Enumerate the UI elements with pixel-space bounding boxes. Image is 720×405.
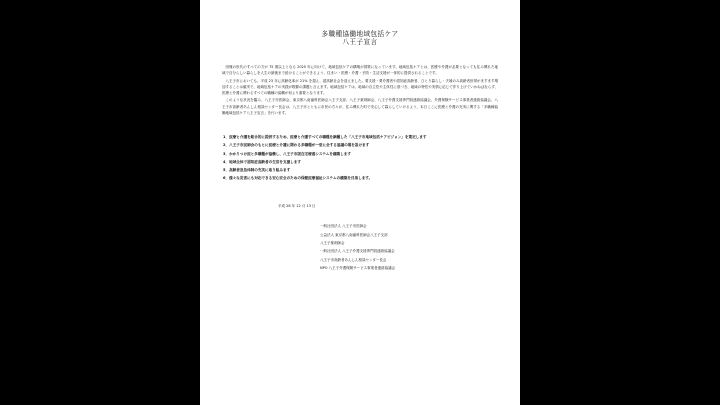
signatory-5: 八王子市高齢者あんしん相談センター長会 (320, 257, 387, 262)
page-title (222, 30, 498, 46)
paragraph-1: 団塊の世代のすべての方が 75 歳以上となる 2025 年に向けて、地域包括ケアの構築が国策になっています。地域包括ケアとは、医療や介護が必要となっても住み慣れた地域で自分らしい暮らしを人生の最後まで続けることができるよう、住まい・医療・介護・予防・生活支援が一体的に提供されることです。 (222, 65, 498, 76)
declaration-item-1: 1．医療と介護を総合的に提供するため、医療と介護すべての職種を網羅した「八王子市地域包括ケアビジョン」を策定します (223, 135, 427, 140)
declaration-date: 平成 26 年 12 月 13 日 (278, 204, 316, 209)
signatory-4: 一般社団法人 八王子介護支援専門員連絡協議会 (320, 249, 395, 254)
signatory-6: NPO 八王子介護保険サービス事業者連絡協議会 (320, 266, 396, 271)
paragraph-2: 八王子市においても、平成 23 年に高齢化率が 21% を超え、超高齢社会を迎えました。要支援・要介護者や認知症高齢者、ひとり暮らし・夫婦のみ高齢者世帯がますます増加することは確実で、地域包括ケアの実践が喫緊の課題と言えます。地域包括ケアは、地域の自主性や主体性に基づき、地域の特性や実情に応じて作り上げていかねばならず、医療と介護に関わるすべての職種の協働が何より重要となります。 (222, 78, 498, 96)
signatory-1: 一般社団法人 八王子市医師会 (320, 224, 367, 229)
signatory-2: 公益法人 東京都八南歯科医師会八王子支部 (320, 232, 388, 237)
title-line-2: 八王子宣言 (342, 38, 378, 46)
document-page (200, 0, 520, 405)
declaration-item-3: 3．かかりつけ医と多職種が協働し、八王子市版在宅療養システムを構築します (223, 151, 351, 156)
declaration-item-4: 4．地域全体で認知症高齢者の生活を支援します (223, 159, 301, 164)
signatory-3: 八王子薬剤師会 (320, 240, 345, 245)
declaration-item-5: 5．高齢者急急体制の充実に取り組みます (223, 167, 291, 172)
declaration-item-2: 2．八王子市医師会のもとに医療と介護に関わる多職種が一堂に会する協議の場を設けます (223, 143, 370, 148)
declaration-item-6: 6．様々な災害にも対応できる安心安全のための保健医療福祉システムの構築を目指します。 (223, 175, 373, 180)
declaration-list (222, 134, 498, 181)
paragraph-3: このような状況を鑑み、八王子市医師会、東京都八南歯科医師会八王子支部、八王子薬剤師会、八王子介護支援専門員連絡協議会、介護保険サービス事業者連絡協議会、八王子市高齢者あんしん相談センター長会は、八王子市とともに市民の方々が、住み慣れた町で安心して暮らしていけるよう、本日ここに医療と介護の充実に関する「多職種協働地域包括ケア八王子宣言」を行います。 (222, 98, 498, 116)
title-line-1: 多職種協働地域包括ケア (321, 30, 399, 38)
signatory-list (222, 223, 498, 271)
